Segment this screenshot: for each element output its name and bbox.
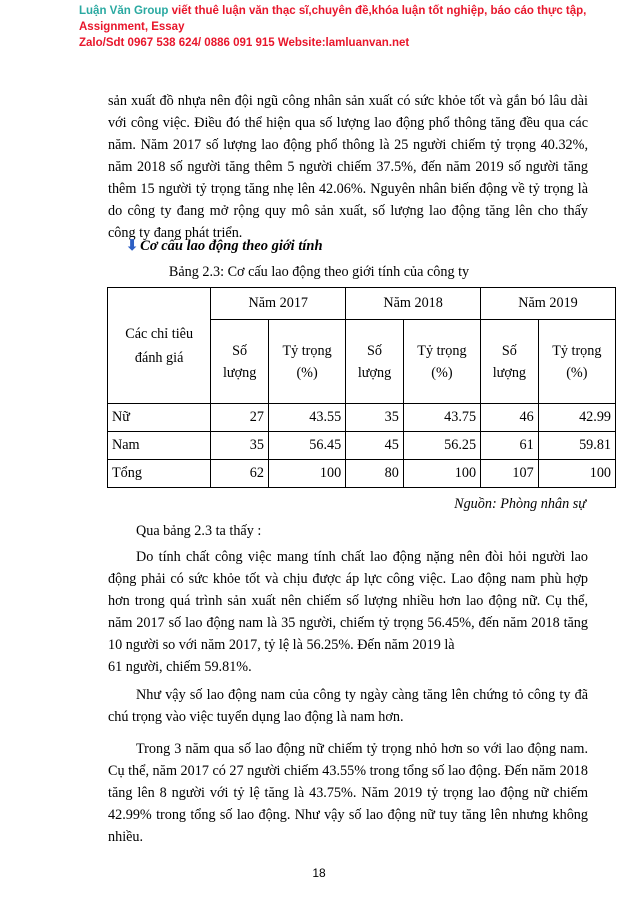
table-cell: 80 <box>346 460 404 488</box>
col-header-count: Số lượng <box>481 320 539 404</box>
header-line2: Assignment, Essay <box>79 21 185 33</box>
year-header: Năm 2018 <box>346 288 481 320</box>
table-cell: 35 <box>211 432 269 460</box>
table-row <box>108 460 616 488</box>
table-cell: 62 <box>211 460 269 488</box>
brand-name: Luận Văn Group <box>79 5 169 17</box>
table-cell: 35 <box>346 404 404 432</box>
arrow-bullet-icon: ⬇ <box>126 238 139 254</box>
col-header-count: Số lượng <box>346 320 404 404</box>
body-paragraph: Do tính chất công việc mang tính chất lao động nặng nên đòi hỏi người lao động phải có sức khỏe tốt và chịu được áp lực công việc. Lao động nam phù hợp hơn trong quá trình sản xuất nên chiếm số lượng nhiều hơn lao động nữ. Cụ thể, năm 2017 số lao động nam là 35 người, chiếm tỷ trọng 56.45%, đến năm 2018 tăng 10 người so với năm 2017, tỷ lệ là 56.25%. Đến năm 2019 là <box>108 549 588 653</box>
table-row <box>108 404 616 432</box>
table-cell: 46 <box>481 404 539 432</box>
table-cell: 27 <box>211 404 269 432</box>
body-paragraph: 61 người, chiếm 59.81%. <box>108 659 252 675</box>
table-cell: 107 <box>481 460 539 488</box>
section-heading-text: Cơ cấu lao động theo giới tính <box>140 238 323 254</box>
col-header-pct: Tỷ trọng (%) <box>403 320 480 404</box>
table-source: Nguồn: Phòng nhân sự <box>454 496 586 512</box>
year-header: Năm 2019 <box>481 288 616 320</box>
row-header-cell: Các chỉ tiêu đánh giá <box>108 288 211 404</box>
table-cell: 45 <box>346 432 404 460</box>
page-header <box>79 3 619 51</box>
table-cell: 56.45 <box>268 432 345 460</box>
col-header-pct: Tỷ trọng (%) <box>538 320 615 404</box>
table-row <box>108 432 616 460</box>
table-cell: 61 <box>481 432 539 460</box>
gender-structure-table <box>107 287 616 488</box>
table-cell: 59.81 <box>538 432 615 460</box>
table-cell: 43.55 <box>268 404 345 432</box>
col-header-pct: Tỷ trọng (%) <box>268 320 345 404</box>
table-cell: 42.99 <box>538 404 615 432</box>
table-cell: 100 <box>268 460 345 488</box>
section-heading <box>126 238 323 255</box>
row-label: Nữ <box>108 404 211 432</box>
table-cell: 100 <box>403 460 480 488</box>
body-paragraph: Trong 3 năm qua số lao động nữ chiếm tỷ trọng nhỏ hơn so với lao động nam. Cụ thể, năm 2017 có 27 người chiếm 43.55% trong tổng số lao động. Đến năm 2018 tăng lên 8 người với tỷ lệ tăng là 43.75%. Năm 2019 tỷ trọng lao động nữ chiếm 42.99% trong tổng số lao động. Như vậy số lao động nữ tuy tăng lên nhưng không nhiều. <box>108 741 588 845</box>
header-contact: Zalo/Sdt 0967 538 624/ 0886 091 915 Website:lamluanvan.net <box>79 37 410 49</box>
intro-paragraph: sản xuất đồ nhựa nên đội ngũ công nhân sản xuất có sức khỏe tốt và gắn bó lâu dài với công việc. Điều đó thể hiện qua số lượng lao động phổ thông tăng đều qua các năm. Năm 2017 số lượng lao động phổ thông là 25 người chiếm tỷ trọng 40.32%, năm 2018 số người tăng thêm 5 người chiếm 37.5%, đến năm 2019 số người tăng thêm 15 người tỷ trọng tăng nhẹ lên 42.06%. Nguyên nhân biến động về tỷ trọng là do công ty đang mở rộng quy mô sản xuất, số lượng lao động tăng lên cho thấy công ty đang phát triển. <box>108 93 588 241</box>
table-cell: 56.25 <box>403 432 480 460</box>
header-tagline: viết thuê luận văn thạc sĩ,chuyên đề,khóa luận tốt nghiệp, báo cáo thực tập, <box>168 5 587 17</box>
col-header-count: Số lượng <box>211 320 269 404</box>
body-paragraph: Như vậy số lao động nam của công ty ngày càng tăng lên chứng tỏ công ty đã chú trọng vào việc tuyển dụng lao động là nam hơn. <box>108 687 588 725</box>
row-label: Nam <box>108 432 211 460</box>
row-label: Tổng <box>108 460 211 488</box>
year-header: Năm 2017 <box>211 288 346 320</box>
page-number: 18 <box>312 866 326 880</box>
table-cell: 100 <box>538 460 615 488</box>
table-cell: 43.75 <box>403 404 480 432</box>
body-paragraph: Qua bảng 2.3 ta thấy : <box>136 523 262 539</box>
table-caption: Bảng 2.3: Cơ cấu lao động theo giới tính của công ty <box>168 264 470 280</box>
